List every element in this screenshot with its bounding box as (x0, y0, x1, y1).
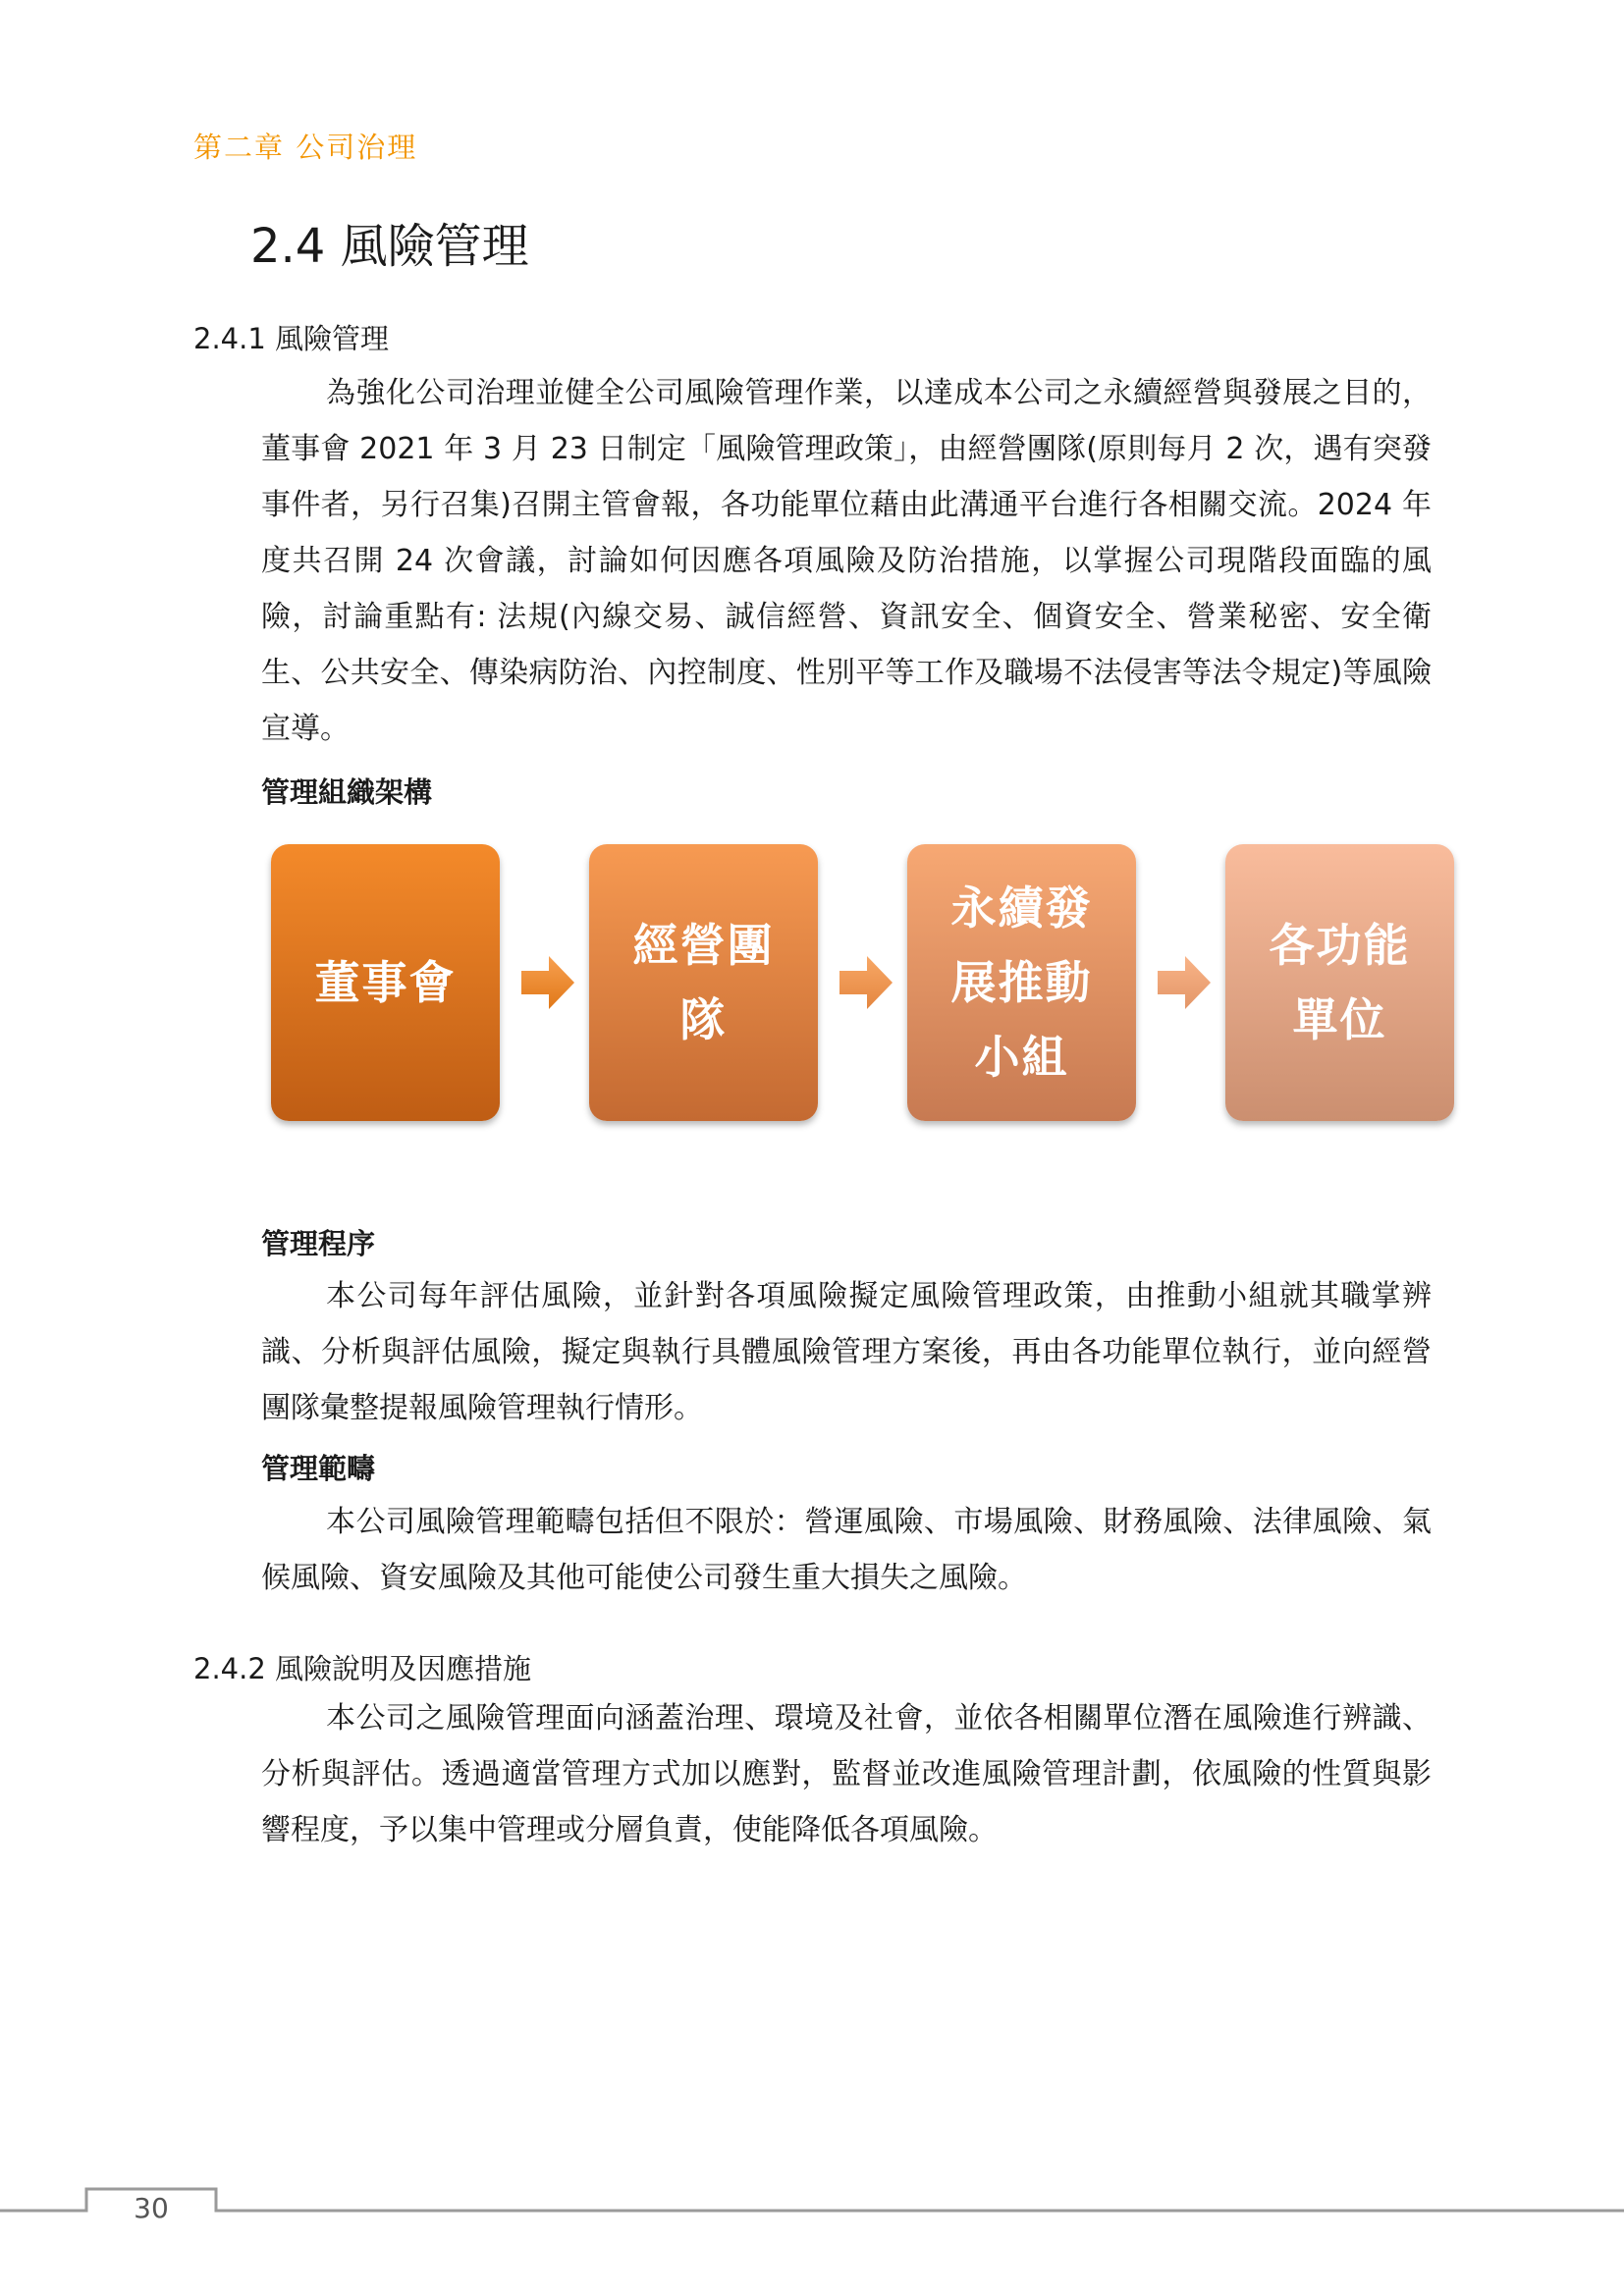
org-structure-heading: 管理組織架構 (261, 775, 433, 809)
org-flow-chart (271, 844, 1455, 1125)
risk-management-intro: 為強化公司治理並健全公司風險管理作業，以達成本公司之永續經營與發展之目的，董事會 2021 年 3 月 23 日制定「風險管理政策」，由經營團隊(原則每月 2 次，遇有突發事件者，另行召集)召開主管會報，各功能單位藉由此溝通平台進行各相關交流。2024 年度共召開 24 次會議，討論如何因應各項風險及防治措施，以掌握公司現階段面臨的風險，討論重點有: 法規(內線交易、誠信經營、資訊安全、個資安全、營業秘密、安全衛生、公共安全、傳染病防治、內控制度、性別平等工作及職場不法侵害等法令規定)等風險宣導。 (261, 376, 1432, 746)
scope-text: 本公司風險管理範疇包括但不限於：營運風險、市場風險、財務風險、法律風險、氣候風險、資安風險及其他可能使公司發生重大損失之風險。 (261, 1505, 1432, 1595)
org-box-board: 董事會 (271, 844, 500, 1121)
risk-description-text: 本公司之風險管理面向涵蓋治理、環境及社會，並依各相關單位潛在風險進行辨識、分析與評估。透過適當管理方式加以應對，監督並改進風險管理計劃，依風險的性質與影響程度，予以集中管理或分層負責，使能降低各項風險。 (261, 1701, 1432, 1847)
footer-tab-line (0, 2181, 1624, 2220)
subsection-title-2-4-2: 2.4.2 風險說明及因應措施 (193, 1652, 532, 1685)
procedure-text: 本公司每年評估風險，並針對各項風險擬定風險管理政策，由推動小組就其職掌辨識、分析與評估風險，擬定與執行具體風險管理方案後，再由各功能單位執行，並向經營團隊彙整提報風險管理執行情形。 (261, 1279, 1432, 1425)
arrow-right-icon (1158, 954, 1211, 1011)
chapter-header: 第二章 公司治理 (193, 131, 418, 164)
section-title: 2.4 風險管理 (250, 219, 529, 274)
org-box-sustainability-group: 永續發展推動小組 (907, 844, 1136, 1121)
procedure-heading: 管理程序 (261, 1227, 376, 1260)
org-box-functional-units: 各功能單位 (1225, 844, 1454, 1121)
scope-heading: 管理範疇 (261, 1452, 376, 1485)
page-number: 30 (134, 2192, 169, 2224)
org-box-management-team: 經營團隊 (589, 844, 818, 1121)
arrow-right-icon (521, 954, 574, 1011)
subsection-title-2-4-1: 2.4.1 風險管理 (193, 322, 390, 355)
arrow-right-icon (839, 954, 893, 1011)
